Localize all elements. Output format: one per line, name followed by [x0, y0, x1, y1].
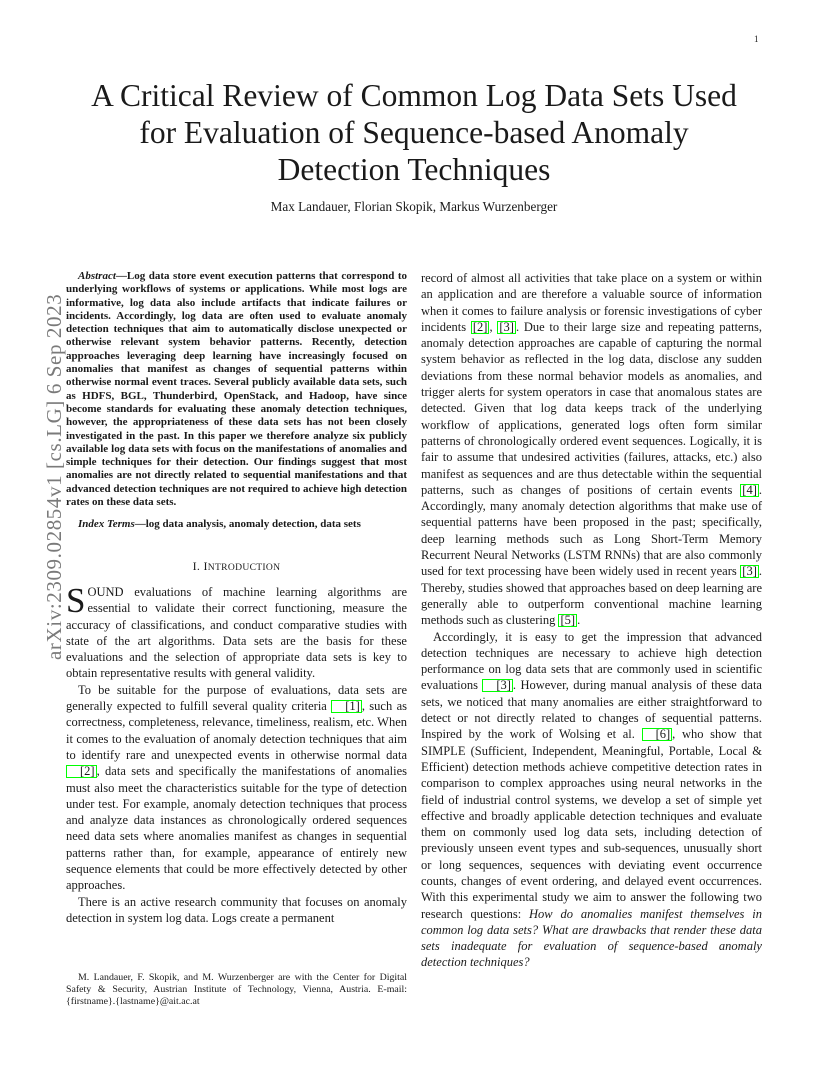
abstract — [66, 270, 407, 509]
text-run: To be suitable for the purpose of evaluations, data sets are generally expected to fulfill several quality criteria — [66, 682, 407, 714]
text-run: , such as correctness, completeness, relevance, timeliness, realism, etc. When it comes to the evaluation of anomaly detection techniques that aim to identify rare and unexpected events in otherwise normal data — [66, 699, 408, 762]
title-line-2: for Evaluation of Sequence-based Anomaly — [139, 115, 689, 150]
intro-paragraph-1 — [66, 580, 407, 682]
drop-cap: S — [66, 580, 86, 620]
index-terms — [66, 518, 407, 531]
section-heading-introduction — [66, 558, 407, 576]
intro-paragraph-3: There is an active research community that focuses on anomaly detection in system log data. Logs create a permanent — [66, 894, 407, 925]
citation-link[interactable]: [3] — [499, 319, 514, 334]
page-number: 1 — [754, 34, 759, 44]
citation-link[interactable]: [2] — [472, 319, 488, 334]
index-terms-text: —log data analysis, anomaly detection, data sets — [134, 518, 361, 531]
citation-link[interactable]: [2] — [66, 765, 97, 778]
text-run: . However, during manual analysis of these data sets, we noticed that many anomalies are either straightforward to detect or not directly related to changes of sequential patterns. Inspired by the work of Wolsing et al. — [421, 678, 762, 742]
intro-paragraph-1-text: OUND evaluations of machine learning algorithms are essential to validate their correct functioning, measure the accuracy of classifications, and conduct comparative studies with state of the art algorithms. Data sets are the basis for these evaluations and the selection of appropriate data sets is key to obtain representative results with general validity. — [66, 584, 407, 681]
text-run: , data sets and specifically the manifestations of anomalies must also meet the characteristics suitable for the type of detection under test. For example, anomaly detection techniques that process and analyze data instances as chronologically ordered sequences need data sets where anomalies manifest as changes in sequential patterns rather than, for example, appearance of entirely new sequence elements that could be more effectively detected by other approaches. — [66, 764, 407, 893]
right-column — [421, 270, 762, 971]
intro-paragraph-2 — [66, 682, 407, 894]
paper-title — [40, 77, 788, 188]
email-address: {firstname}.{lastname}@ait.ac.at — [66, 996, 200, 1007]
footnote-text: M. Landauer, F. Skopik, and M. Wurzenberger are with the Center for Digital Safety & Security, Austrian Institute of Technology, Vienna, Austria. E-mail: — [66, 972, 407, 995]
title-line-1: A Critical Review of Common Log Data Sets Used — [91, 78, 737, 113]
text-run: . — [577, 613, 581, 628]
author-list: Max Landauer, Florian Skopik, Markus Wurzenberger — [270, 199, 558, 214]
text-run: Accordingly, it is easy to get the impression that advanced detection techniques are necessary to achieve high detection performance on log data sets that are commonly used in scientific evaluations — [421, 629, 762, 693]
text-run: . Due to their large size and repeating patterns, anomaly detection approaches are capable of capturing the normal system behavior as reflected in the log data, disclose any sudden deviations from these normal behavior models as anomalies, and trigger alerts for system operators in case that anomalous states are detected. Given that log data keeps track of the underlying workflow of applications, generated logs often form similar patterns of chronologically ordered event sequences. Logically, it is fair to assume that undesired activities (failures, attacks, etc.) also manifest as sequences and are thus detectable within the sequential patterns, such as changes of positions of certain events — [421, 319, 763, 497]
section-numeral: I. — [192, 558, 204, 573]
text-run: record of almost all activities that take place on a system or within an application and are therefore a valuable source of information when it comes to failure analysis or forensic investigations of cyber incidents — [421, 271, 762, 334]
left-column — [66, 270, 407, 926]
text-run: . Thereby, studies showed that approaches based on deep learning are generally able to outperform conventional machine learning methods such as clustering — [421, 564, 762, 628]
right-paragraph-1 — [421, 270, 762, 629]
citation-link[interactable]: [4] — [742, 482, 757, 497]
arxiv-identifier: arXiv:2309.02854v1 [cs.LG] 6 Sep 2023 — [42, 293, 66, 660]
author-affiliation-footnote — [66, 972, 407, 1008]
citation-link[interactable]: [3] — [742, 564, 757, 579]
citation-link[interactable]: [5] — [560, 613, 576, 628]
section-smallcaps: NTRODUCTION — [207, 561, 281, 573]
citation-link[interactable]: [6] — [642, 728, 673, 741]
abstract-label: Abstract — [78, 270, 116, 282]
citation-link[interactable]: [3] — [482, 679, 513, 692]
text-run: . Accordingly, many anomaly detection algorithms that make use of sequential patterns have been proposed in the past; specifically, deep learning methods such as Long Short-Term Memory Recurrent Neural Networks (LSTM RNNs) that are also commonly used for text processing have been widely used in recent years — [421, 482, 762, 579]
research-questions: How do anomalies manifest themselves in common log data sets? What are drawbacks that render these data sets inadequate for evaluation of sequence-based anomaly detection techniques? — [421, 906, 762, 970]
section-cap: I — [203, 558, 208, 573]
index-terms-label: Index Terms — [78, 518, 135, 531]
text-run: , who show that SIMPLE (Sufficient, Independent, Meaningful, Portable, Local & Efficient) detection methods achieve competitive detection rates in comparison to complex approaches using neural networks in the field of industrial control systems, we develop a set of simple yet effective and broadly applicable detection techniques and evaluate them on commonly used log data sets, including detection of previously unseen event types and sub-sequences, unusually short or long sequences, sequences with deviating event occurrence counts, changes of event ordering, and delayed event occurrences. With this experimental study we aim to answer the following two research questions: — [421, 727, 762, 921]
abstract-text: —Log data store event execution patterns that correspond to underlying workflows of systems or applications. While most logs are informative, log data also include artifacts that indicate failures or incidents. Accordingly, log data are often used to evaluate anomaly detection techniques that aim to automatically disclose unexpected or otherwise relevant system behavior patterns. Recently, detection approaches leveraging deep learning have increasingly focused on anomalies that manifest as changes of sequential patterns within otherwise normal event traces. Several publicly available data sets, such as HDFS, BGL, Thunderbird, OpenStack, and Hadoop, have since become standards for evaluating these anomaly detection techniques, however, the appropriateness of these data sets has not been closely investigated in the past. In this paper we therefore analyze six publicly available log data sets with focus on the manifestations of anomalies and simple techniques for their detection. Our findings suggest that most anomalies are not directly related to sequential manifestations and that advanced detection techniques are not required to achieve high detection rates on these data sets. — [66, 270, 407, 509]
right-paragraph-2 — [421, 629, 762, 971]
title-line-3: Detection Techniques — [277, 152, 551, 187]
citation-link[interactable]: [1] — [331, 700, 362, 713]
text-run: , — [489, 319, 498, 334]
